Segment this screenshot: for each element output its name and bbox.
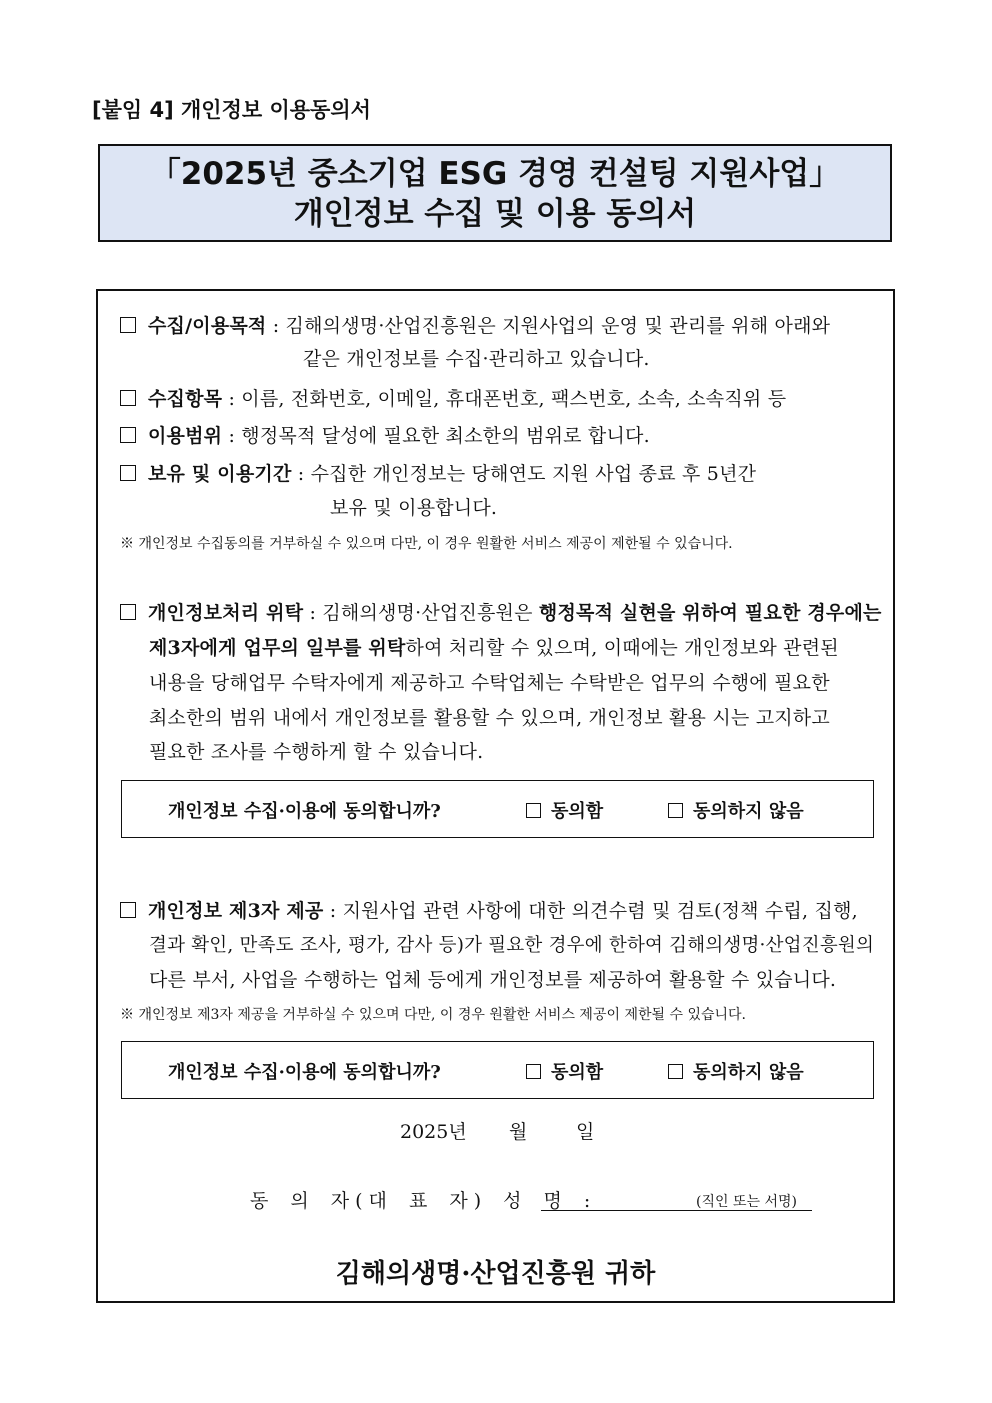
agree-option[interactable] [526, 1058, 603, 1084]
date-month: 월 [509, 1121, 528, 1143]
document-title-box [98, 144, 892, 242]
checkbox-icon[interactable] [120, 902, 136, 918]
retention-section [120, 459, 756, 486]
checkbox-icon[interactable] [120, 465, 136, 481]
third-party-label: 개인정보 제3자 제공 [148, 900, 324, 922]
checkbox-icon[interactable] [120, 604, 136, 620]
note-refusal-2: ※ 개인정보 제3자 제공을 거부하실 수 있으며 다만, 이 경우 원활한 서비스 제공이 제한될 수 있습니다. [120, 1007, 746, 1023]
consent-form-body [96, 289, 895, 1303]
retention-text: : 수집한 개인정보는 당해연도 지원 사업 종료 후 5년간 [291, 463, 757, 485]
agree-option[interactable] [526, 797, 603, 823]
items-section [120, 384, 786, 411]
agree-label: 동의함 [551, 801, 604, 822]
consignment-text-2b: 하여 처리할 수 있으며, 이때에는 개인정보와 관련된 [405, 637, 839, 659]
consignment-text-1a: : 김해의생명·산업진흥원은 [303, 602, 539, 624]
retention-text-cont: 보유 및 이용합니다. [330, 497, 498, 519]
items-label: 수집항목 [148, 388, 223, 410]
addressee-footer: 김해의생명·산업진흥원 귀하 [335, 1259, 656, 1289]
third-party-line-2: 결과 확인, 만족도 조사, 평가, 감사 등)가 필요한 경우에 한하여 김해의생명·산업진흥원의 [149, 935, 875, 956]
items-text: : 이름, 전화번호, 이메일, 휴대폰번호, 팩스번호, 소속, 소속직위 등 [222, 388, 787, 410]
purpose-section [120, 311, 830, 338]
checkbox-icon[interactable] [526, 1064, 541, 1079]
third-party-text-1: : 지원사업 관련 사항에 대한 의견수렴 및 검토(정책 수립, 집행, [323, 900, 858, 922]
purpose-label: 수집/이용목적 [148, 315, 267, 337]
signer-label: 동 의 자(대 표 자) 성 명 : [250, 1190, 597, 1212]
consignment-label: 개인정보처리 위탁 [148, 602, 304, 624]
consignment-text-1b: 행정목적 실현을 위하여 필요한 경우에는 [538, 602, 882, 624]
consent-box-2 [121, 1041, 874, 1099]
agree-label: 동의함 [551, 1062, 604, 1083]
checkbox-icon[interactable] [668, 1064, 683, 1079]
retention-label: 보유 및 이용기간 [148, 463, 292, 485]
purpose-text: : 김해의생명·산업진흥원은 지원사업의 운영 및 관리를 위해 아래와 [266, 315, 831, 337]
purpose-text-cont: 같은 개인정보를 수집·관리하고 있습니다. [303, 348, 650, 370]
title-line-1: 「2025년 중소기업 ESG 경영 컨설팅 지원사업」 [149, 156, 841, 192]
consent-question: 개인정보 수집·이용에 동의합니까? [168, 801, 441, 822]
consignment-section [120, 598, 882, 625]
disagree-option[interactable] [668, 797, 804, 823]
consignment-text-2a: 제3자에게 업무의 일부를 위탁 [149, 637, 406, 659]
scope-text: : 행정목적 달성에 필요한 최소한의 범위로 합니다. [222, 425, 650, 447]
note-refusal-1: ※ 개인정보 수집동의를 거부하실 수 있으며 다만, 이 경우 원활한 서비스 제공이 제한될 수 있습니다. [120, 536, 733, 552]
consent-box-1 [121, 780, 874, 838]
disagree-label: 동의하지 않음 [693, 1062, 804, 1083]
scope-label: 이용범위 [148, 425, 223, 447]
consignment-line-5: 필요한 조사를 수행하게 할 수 있습니다. [149, 741, 484, 763]
signature-hint: (직인 또는 서명) [696, 1194, 797, 1210]
checkbox-icon[interactable] [120, 317, 136, 333]
date-day: 일 [576, 1121, 595, 1143]
checkbox-icon[interactable] [526, 803, 541, 818]
consent-question: 개인정보 수집·이용에 동의합니까? [168, 1062, 441, 1083]
date-year: 2025년 [400, 1121, 467, 1143]
third-party-line-3: 다른 부서, 사업을 수행하는 업체 등에게 개인정보를 제공하여 활용할 수 있습니다. [149, 969, 837, 991]
disagree-option[interactable] [668, 1058, 804, 1084]
checkbox-icon[interactable] [668, 803, 683, 818]
consignment-line-4: 최소한의 범위 내에서 개인정보를 활용할 수 있으며, 개인정보 활용 시는 고지하고 [149, 707, 830, 729]
disagree-label: 동의하지 않음 [693, 801, 804, 822]
title-line-2: 개인정보 수집 및 이용 동의서 [293, 196, 697, 232]
attachment-label: [붙임 4] 개인정보 이용동의서 [92, 98, 371, 122]
consignment-line-2 [149, 633, 839, 660]
third-party-section [120, 896, 858, 923]
consignment-line-3: 내용을 당해업무 수탁자에게 제공하고 수탁업체는 수탁받은 업무의 수행에 필요한 [149, 672, 830, 694]
checkbox-icon[interactable] [120, 427, 136, 443]
checkbox-icon[interactable] [120, 390, 136, 406]
scope-section [120, 421, 650, 448]
